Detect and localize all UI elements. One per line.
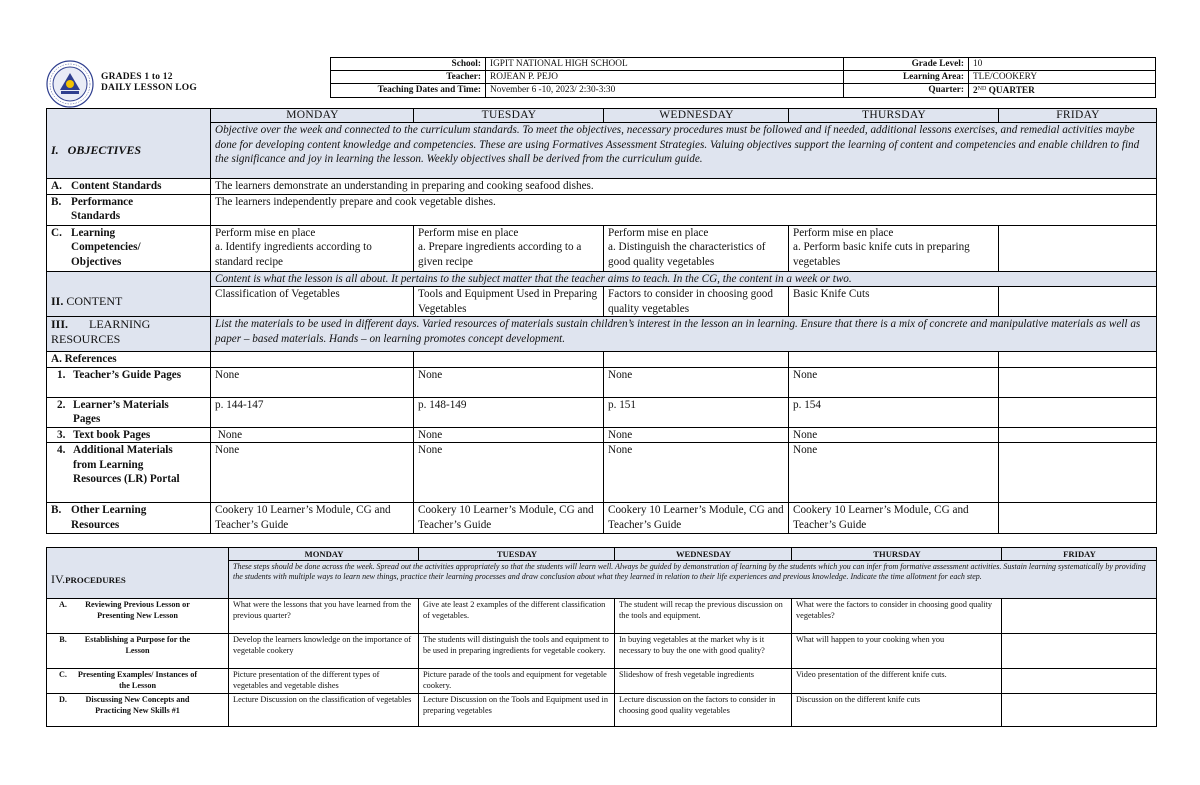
resource-cell [999, 503, 1157, 534]
competency-detail: a. Distinguish the characteristics of good quality vegetables [608, 241, 766, 268]
competency-line: Perform mise en place [608, 226, 709, 239]
day-header: MONDAY [229, 548, 419, 561]
procedure-cell: Picture presentation of the different types of vegetables and vegetable dishes [229, 669, 419, 694]
procedures-table [46, 547, 1157, 727]
competency-cell [789, 225, 999, 271]
resource-cell [999, 443, 1157, 503]
row-letter: A. [51, 180, 62, 192]
row-number: 3. [57, 428, 66, 441]
empty-cell [604, 352, 789, 368]
section-title: CONTENT [66, 293, 123, 308]
procedure-cell [1002, 694, 1157, 727]
learners-materials-label [47, 397, 211, 427]
quarter-num: 2 [973, 86, 978, 96]
resource-cell: Cookery 10 Learner’s Module, CG and Teacher’s Guide [211, 503, 414, 534]
teachers-guide-label [47, 367, 211, 397]
additional-materials-label [47, 443, 211, 503]
other-resources-label [47, 503, 211, 534]
resource-cell: None [789, 367, 999, 397]
grade-value: 10 [969, 58, 1156, 71]
day-header: TUESDAY [419, 548, 615, 561]
quarter-label: Quarter: [844, 84, 969, 98]
row-label: Establishing a Purpose for the Lesson [84, 635, 191, 655]
lesson-log-table [46, 108, 1157, 534]
procedure-label [47, 694, 229, 727]
procedure-cell [1002, 669, 1157, 694]
procedure-cell: The students will distinguish the tools and equipment to be used in preparing ingredients for vegetable cookery. [419, 634, 615, 669]
section-title: PROCEDURES [65, 575, 126, 585]
empty-cell [414, 352, 604, 368]
content-topic: Factors to consider in choosing good quality vegetables [604, 287, 789, 317]
content-topic [999, 287, 1157, 317]
resource-cell: Cookery 10 Learner’s Module, CG and Teacher’s Guide [604, 503, 789, 534]
resource-cell [999, 397, 1157, 427]
row-number: 1. [57, 368, 66, 381]
competency-detail: a. Prepare ingredients according to a given recipe [418, 241, 582, 268]
content-topic: Basic Knife Cuts [789, 287, 999, 317]
resource-cell [999, 427, 1157, 443]
resource-value: None [217, 428, 243, 441]
performance-standards-value: The learners independently prepare and cook vegetable dishes. [211, 194, 1157, 225]
resource-cell: None [211, 443, 414, 503]
info-table [330, 57, 1156, 98]
day-header: THURSDAY [789, 109, 999, 123]
resources-description: List the materials to be used in different days. Varied resources of materials sustain children’s interest in the lesson an in learning. Ensure that there is a mix of concrete and manipulative materials as well as paper – based materials. Hands – on learning promotes concept development. [211, 317, 1157, 352]
dates-label: Teaching Dates and Time: [331, 84, 486, 98]
header [46, 57, 1156, 97]
objectives-description: Objective over the week and connected to the curriculum standards. To meet the objectives, necessary procedures must be followed and if needed, additional lessons exercises, and remedial activities maybe done for developing content knowledge and competencies. These are using Formatives Assessment Strategies. Valuing objectives support the learning of content and competencies and enable children to find the significance and joy in learning the lesson. Weekly objectives shall be derived from the curriculum guide. [211, 123, 1157, 179]
competency-detail: a. Identify ingredients according to standard recipe [215, 241, 372, 268]
competency-cell [414, 225, 604, 271]
school-label: School: [331, 58, 486, 71]
row-letter: A. [59, 600, 67, 609]
competency-cell [211, 225, 414, 271]
row-label: Presenting Examples/ Instances of the Lesson [77, 670, 198, 690]
section-number: IV. [51, 572, 66, 586]
procedure-cell: Slideshow of fresh vegetable ingredients [615, 669, 792, 694]
procedure-label [47, 599, 229, 634]
resource-cell: p. 144-147 [211, 397, 414, 427]
procedures-description: These steps should be done across the week. Spread out the activities appropriately so that the students will learn well. Always be guided by demonstration of learning by the students which you can infer from formative assessment activities. Sustain learning systematically by providing the students with multiple ways to learn new things, practice their learning processes and draw conclusion about what they learned in relation to their life experiences and previous knowledge. Indicate the time allotment for each step. [229, 561, 1157, 599]
school-value: IGPIT NATIONAL HIGH SCHOOL [486, 58, 844, 71]
row-number: 2. [57, 398, 66, 411]
section-title: OBJECTIVES [67, 143, 142, 157]
procedure-cell [1002, 599, 1157, 634]
performance-standards-label [47, 194, 211, 225]
form-title [101, 72, 197, 94]
resource-cell: None [414, 367, 604, 397]
competency-cell [604, 225, 789, 271]
day-header: FRIDAY [999, 109, 1157, 123]
resource-cell: None [789, 427, 999, 443]
references-label: A. References [47, 352, 211, 368]
row-label: Reviewing Previous Lesson or Presenting New Lesson [85, 600, 190, 620]
quarter-value [969, 84, 1156, 98]
procedure-cell: Lecture discussion on the factors to consider in choosing good quality vegetables [615, 694, 792, 727]
procedure-label [47, 669, 229, 694]
row-label: Content Standards [71, 180, 162, 192]
row-label: Teacher’s Guide Pages [73, 368, 182, 381]
corner-cell [47, 548, 229, 561]
resource-cell: None [789, 443, 999, 503]
day-header: WEDNESDAY [604, 109, 789, 123]
teacher-label: Teacher: [331, 71, 486, 84]
day-header: WEDNESDAY [615, 548, 792, 561]
dates-value: November 6 -10, 2023/ 2:30-3:30 [486, 84, 844, 98]
row-number: 4. [57, 444, 66, 456]
resource-cell: None [604, 443, 789, 503]
resource-cell: p. 154 [789, 397, 999, 427]
procedure-cell: What were the lessons that you have learned from the previous quarter? [229, 599, 419, 634]
procedure-cell: What will happen to your cooking when you [792, 634, 1002, 669]
empty-cell [211, 352, 414, 368]
procedure-cell: In buying vegetables at the market why is it necessary to buy the one with good quality? [615, 634, 792, 669]
procedure-cell: Give ate least 2 examples of the different classification of vegetables. [419, 599, 615, 634]
row-letter: D. [59, 695, 67, 704]
procedure-cell: Develop the learners knowledge on the importance of vegetable cookery [229, 634, 419, 669]
resources-heading [47, 317, 211, 352]
content-description: Content is what the lesson is all about. It pertains to the subject matter that the teacher aims to teach. In the CG, the content in a week or two. [211, 271, 1157, 287]
procedure-label [47, 634, 229, 669]
resource-cell: Cookery 10 Learner’s Module, CG and Teacher’s Guide [789, 503, 999, 534]
content-heading [47, 271, 211, 317]
content-standards-label [47, 179, 211, 195]
procedure-cell: The student will recap the previous discussion on the tools and equipment. [615, 599, 792, 634]
resource-cell: None [414, 443, 604, 503]
competency-line: Perform mise en place [215, 226, 316, 239]
resource-cell: p. 148-149 [414, 397, 604, 427]
resource-cell: None [414, 427, 604, 443]
quarter-word: QUARTER [988, 86, 1035, 96]
content-topic: Tools and Equipment Used in Preparing Vegetables [414, 287, 604, 317]
row-letter: C. [59, 670, 67, 679]
procedure-cell: Picture parade of the tools and equipment for vegetable cookery. [419, 669, 615, 694]
deped-seal-icon [46, 60, 94, 108]
row-label: Discussing New Concepts and Practicing New Skills #1 [85, 695, 190, 715]
teacher-value: ROJEAN P. PEJO [486, 71, 844, 84]
row-letter: C. [51, 226, 62, 239]
resource-cell: Cookery 10 Learner’s Module, CG and Teacher’s Guide [414, 503, 604, 534]
section-number: II. [51, 293, 64, 308]
area-value: TLE/COOKERY [969, 71, 1156, 84]
quarter-sup: ND [977, 86, 987, 92]
row-label: Other Learning Resources [71, 504, 147, 531]
content-standards-value: The learners demonstrate an understanding in preparing and cooking seafood dishes. [211, 179, 1157, 195]
competency-line: Perform mise en place [418, 226, 519, 239]
resource-cell: None [604, 367, 789, 397]
textbook-label [47, 427, 211, 443]
title-line-2: DAILY LESSON LOG [101, 83, 197, 93]
day-header: THURSDAY [792, 548, 1002, 561]
objectives-heading [47, 123, 211, 179]
procedure-cell [1002, 634, 1157, 669]
area-label: Learning Area: [844, 71, 969, 84]
resource-cell: None [211, 367, 414, 397]
section-title: LEARNING RESOURCES [51, 317, 151, 346]
row-label: Additional Materials from Learning Resources (LR) Portal [73, 444, 180, 485]
competencies-label [47, 225, 211, 271]
row-label: Learner’s Materials Pages [73, 398, 169, 425]
row-letter: B. [59, 635, 67, 644]
section-number: I. [51, 143, 59, 157]
content-topic: Classification of Vegetables [211, 287, 414, 317]
row-label: Text book Pages [73, 428, 151, 441]
resource-cell: p. 151 [604, 397, 789, 427]
competency-detail: a. Perform basic knife cuts in preparing vegetables [793, 241, 970, 268]
resource-cell: None [604, 427, 789, 443]
section-number: III. [51, 317, 69, 331]
row-letter: B. [51, 504, 62, 516]
competency-cell [999, 225, 1157, 271]
competency-line: Perform mise en place [793, 226, 894, 239]
resource-cell [999, 367, 1157, 397]
procedure-cell: Lecture Discussion on the Tools and Equipment used in preparing vegetables [419, 694, 615, 727]
procedure-cell: Discussion on the different knife cuts [792, 694, 1002, 727]
resource-cell [211, 427, 414, 443]
row-label: Learning Competencies/ Objectives [71, 226, 141, 268]
row-letter: B. [51, 195, 62, 208]
day-header: TUESDAY [414, 109, 604, 123]
procedure-cell: Video presentation of the different knife cuts. [792, 669, 1002, 694]
procedure-cell: Lecture Discussion on the classification of vegetables [229, 694, 419, 727]
empty-cell [999, 352, 1157, 368]
procedures-heading [47, 561, 229, 599]
empty-cell [789, 352, 999, 368]
row-label: Performance Standards [71, 195, 134, 222]
day-header: MONDAY [211, 109, 414, 123]
grade-label: Grade Level: [844, 58, 969, 71]
procedure-cell: What were the factors to consider in choosing good quality vegetables? [792, 599, 1002, 634]
title-line-1: GRADES 1 to 12 [101, 72, 173, 82]
corner-cell [47, 109, 211, 123]
day-header: FRIDAY [1002, 548, 1157, 561]
